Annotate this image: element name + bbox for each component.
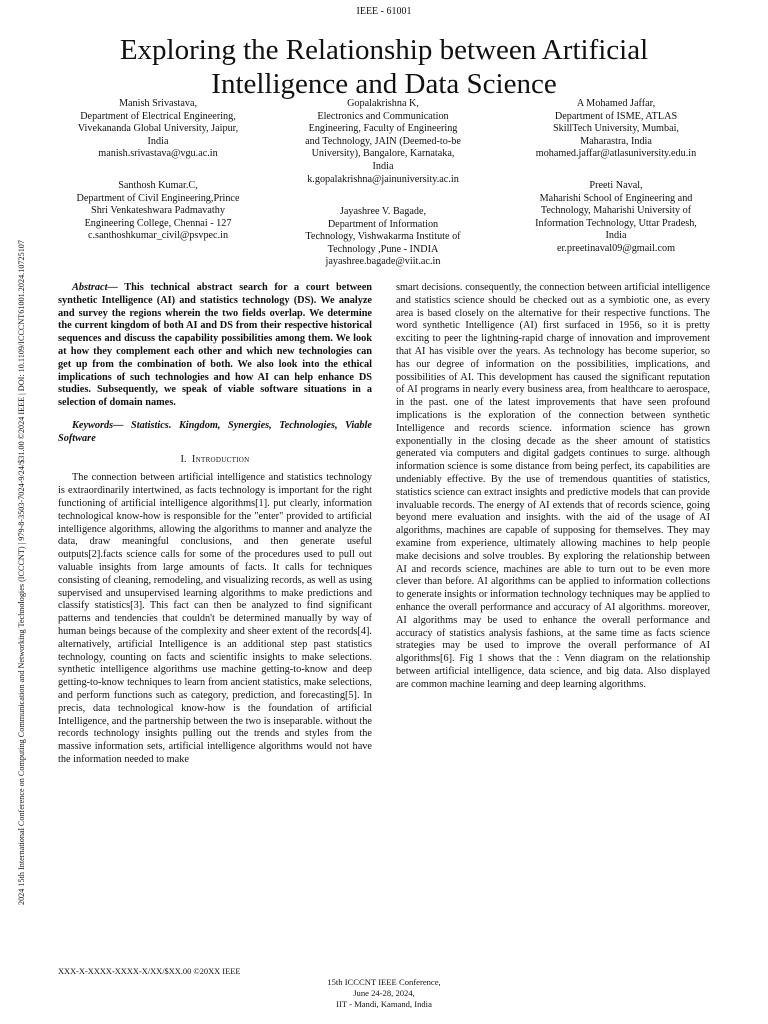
author-6-affiliation: Information Technology, Uttar Pradesh, — [535, 217, 697, 229]
author-3-country: Maharastra, India — [580, 135, 652, 147]
author-block-4 — [58, 180, 258, 243]
author-5-affiliation-2: Technology ,Pune - INDIA — [327, 243, 439, 255]
author-block-2 — [283, 98, 483, 186]
footer-conference-name: 15th ICCCNT IEEE Conference, — [327, 977, 441, 987]
author-3-dept: Department of ISME, ATLAS — [554, 110, 678, 122]
author-2-email[interactable]: k.gopalakrishna@jainuniversity.ac.in — [307, 173, 459, 185]
footer-conference-dates: June 24-28, 2024, — [353, 988, 415, 998]
author-block-1 — [58, 98, 258, 161]
author-4-name: Santhosh Kumar.C, — [118, 180, 198, 191]
keywords-label: Keywords— — [72, 419, 124, 431]
author-3-email[interactable]: mohamed.jaffar@atlasuniversity.edu.in — [535, 148, 697, 160]
author-1-affiliation: Vivekananda Global University, Jaipur, — [77, 123, 239, 135]
paper-title — [60, 33, 708, 101]
author-6-country: India — [605, 230, 627, 242]
author-6-dept-1: Maharishi School of Engineering and — [539, 192, 693, 204]
abstract-text: This technical abstract search for a court between synthetic Intelligence (AI) and statistics technology (DS). We analyze and survey the regions wherein the two fields overlap. We determine the current kingdom of both AI and DS from their respective historical sequences and discuss the capability possibilities among them. We look at how they complement each other and which new technologies can get up from the combination of both. We also look into the ethical implications of such technologies and how AI can help enhance DS studies. Subsequently, we speak of viable software situations in a selection of domain names. — [58, 282, 372, 409]
keywords-text: Statistics. Kingdom, Synergies, Technologies, Viable Software — [58, 419, 372, 444]
author-6-dept-2: Technology, Maharishi University of — [540, 205, 692, 217]
side-copyright-note: 2024 15th International Conference on Computing Communication and Networking Technologies (ICCCNT) | 979-8-3503-7024-9/24/$31.00 ©2024 IEEE | DOI: 10.1109/ICCCNT61001.2024.10725107 — [17, 240, 26, 905]
author-4-dept: Department of Civil Engineering,Prince — [76, 192, 240, 204]
title-line-1: Exploring the Relationship between Artificial — [119, 34, 649, 66]
abstract-label: Abstract— — [72, 282, 118, 293]
section-heading — [58, 454, 372, 467]
author-1-dept: Department of Electrical Engineering, — [80, 110, 236, 122]
footer-isbn: XXX-X-XXXX-XXXX-X/XX/$XX.00 ©20XX IEEE — [58, 967, 241, 976]
author-2-country: India — [372, 160, 394, 172]
intro-paragraph-left: The connection between artificial intelligence and statistics technology is extraordinarily intertwined, as facts technology is important for the right functioning of artificial intelligence algorithms[1]. put clearly, information technological know-how is responsible for the "enter" provided to artificial intelligence algorithms, allowing the algorithms to manner and analyze the data, draw meaningful conclusions, and then generate useful outputs[2].facts science calls for some of the procedures used to pull out valuable insights from large amounts of facts. It calls for techniques consisting of cleaning, remodeling, and visualizing records, as well as using supervised and unsupervised learning algorithms to make predictions and classify statistics[3]. This fact can then be analyzed to find significant patterns and tendencies that couldn't be determined manually by way of human beings because of the complexity and sheer extent of the records[4]. alternatively, artificial Intelligence is an additional step past statistics technology, counting on facts and scientific insights to make selections. synthetic intelligence algorithms use machine getting-to-know and deep getting-to-know techniques to learn from ancient statistics, make selections, and perform functions such as category, prediction, and forecasting[5]. In precis, data technological know-how is the foundation of artificial Intelligence, and the partnership between the two is inseparable. without the records technology insights pulling out the trends and styles from the massive information sets, artificial intelligence algorithms would not have the information needed to make — [58, 472, 372, 765]
section-title: Introduction — [191, 453, 250, 465]
author-1-name: Manish Srivastava, — [118, 98, 198, 109]
footer-conference-location: IIT - Mandi, Kamand, India — [336, 999, 432, 1009]
author-3-affiliation: SkillTech University, Mumbai, — [553, 123, 679, 135]
keywords — [58, 420, 372, 446]
author-3-name: A Mohamed Jaffar, — [576, 98, 656, 109]
author-2-affiliation-3: University), Bangalore, Karnataka, — [311, 148, 455, 160]
author-5-email[interactable]: jayashree.bagade@viit.ac.in — [325, 256, 441, 268]
author-6-name: Preeti Naval, — [589, 180, 643, 191]
author-2-affiliation-2: and Technology, JAIN (Deemed-to-be — [305, 135, 461, 147]
author-block-6 — [516, 180, 716, 256]
left-column — [58, 282, 372, 773]
author-2-name: Gopalakrishna K, — [347, 98, 419, 109]
author-1-email[interactable]: manish.srivastava@vgu.ac.in — [98, 148, 218, 160]
footer-conference — [0, 977, 768, 1010]
author-2-affiliation-1: Engineering, Faculty of Engineering — [308, 123, 458, 135]
author-5-affiliation-1: Technology, Vishwakarma Institute of — [305, 231, 461, 243]
author-2-dept: Electronics and Communication — [317, 110, 449, 122]
author-4-affiliation-1: Shri Venkateshwara Padmavathy — [91, 205, 225, 217]
section-number: I. — [180, 453, 187, 465]
author-4-affiliation-2: Engineering College, Chennai - 127 — [84, 217, 232, 229]
author-block-3 — [516, 98, 716, 161]
author-6-email[interactable]: er.preetinaval09@gmail.com — [556, 242, 675, 254]
intro-paragraph-right: smart decisions. consequently, the connection between artificial intelligence and statistics science should be checked out as a symbiotic one, as every area is based closely on the alternative for their respective functions. The word synthetic Intelligence (AI) first surfaced in 1956, so it is pretty exciting to peer the lightning-rapid charge of innovation and improvement that AI has visible over the years. As technology has become superior, so has our degree of information on the possibilities, implications, and possibilities of AI. This development has caused the significant reputation of AI programs in nearly every business area, from healthcare to aerospace, in the past. one of the latest improvements that have seen profound implications is the exploration of the connection between synthetic Intelligence and records science. information science has grown exponentially in the closing decade as the sheer amount of statistics generated via computers and digital gadgets continues to surge. although information science is some distance from being perfect, its capabilities are undeniably effective. By the use of tremendous quantities of statistics, statistics science can extract insights and predictive models that can provide invaluable records. The energy of AI extends that of records science, going beyond mere evaluation and insights. with the aid of the usage of AI algorithms, machines are capable of supposing for themselves. They may examine from experience, ultimately allowing machines to help people make decisions and solve troubles. By exploring the relationship between AI and records science, machines are able to turn out to be even more clever than before. AI algorithms can be applied to information collections to generate insights or information technology techniques may be applied to enhance the overall performance and accuracy of AI algorithms. moreover, AI algorithms may be used to enhance the overall performance and accuracy of statistics analysis fashions, at the same time as facts science strategies may be used to improve the overall performance of AI algorithms[6]. Fig 1 shows that the : Venn diagram on the relationship between artificial intelligence, data science, and big data. Also displayed are common machine learning and deep learning algorithms. — [396, 282, 710, 690]
author-1-country: India — [147, 135, 169, 147]
header-conference-id: IEEE - 61001 — [356, 6, 412, 17]
author-4-email[interactable]: c.santhoshkumar_civil@psvpec.in — [87, 230, 229, 242]
right-column — [396, 282, 710, 698]
author-5-dept: Department of Information — [327, 218, 439, 230]
author-5-name: Jayashree V. Bagade, — [339, 206, 427, 217]
author-block-5 — [283, 206, 483, 269]
title-line-2: Intelligence and Data Science — [211, 68, 557, 100]
abstract — [58, 282, 372, 410]
